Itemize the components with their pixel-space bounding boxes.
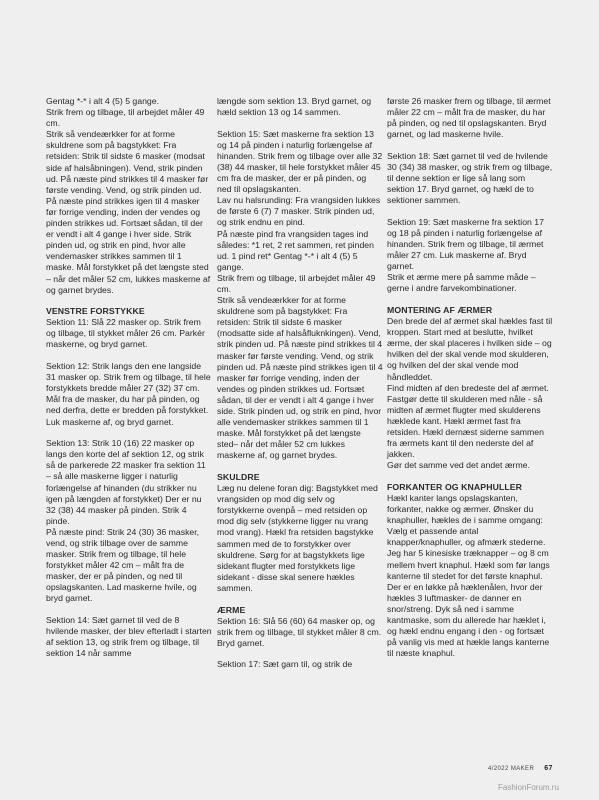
paragraph: første 26 masker frem og tilbage, til ærmet måler 22 cm – målt fra de masker, du har på pinden, og ned til opslagskanten. Bryd garnet, og lad maskerne hvile.	[387, 96, 551, 140]
paragraph: Gentag *-* i alt 4 (5) 5 gange. Strik frem og tilbage, til arbejdet måler 49 cm. Strik så vendeærkker for at forme skuldrene som på bagstykket: Fra retsiden: Strik til sidste 6 masker (modsat side af halsåbningen). Vend, strik pinden ud. På næste pind strikkes til 4 masker før første vending. Vend, og strik pinden ud. På næste pind strikkes igen til 4 masker før forrige vending, inden der vendes og pinden strikkes ud. Fortsæt sådan, til der er vendt i alt 4 gange i hver side. Strik pinden ud, og strik en pind, hvor alle vendemasker strikkes sammen til 1 maske. Mål forstykket på det længste sted – når det måler 52 cm, lukkes maskerne af og garnet brydes.	[46, 96, 211, 295]
section-heading: VENSTRE FORSTYKKE	[46, 306, 145, 317]
paragraph: Sektion 15: Sæt maskerne fra sektion 13 og 14 på pinden i naturlig forlængelse af hinanden. Strik frem og tilbage over alle 32 (38) 44 masker, til hele forstykket måler 45 cm fra de masker, der er på pinden, og ned til opslagskanten. Lav nu halsrunding: Fra vrangsiden lukkes de første 6 (7) 7 masker. Strik pinden ud, og strik endnu en pind. På næste pind fra vrangsiden tages ind således: *1 ret, 2 ret sammen, ret pinden ud. 1 pind ret* Gentag *-* i alt 4 (5) 5 gange. Strik frem og tilbage, til arbejdet måler 49 cm. Strik så vendeærkker for at forme skuldrene som på bagstykket: Fra retsiden: Strik til sidste 6 masker (modsatte side af halsåfluknkingen). Vend, strik pinden ud. På næste pind strikkes til 4 masker før første vending. Vend, og strik pinden ud. På næste pind strikkes igen til 4 masker før forrige vending, inden der vendes og pinden strikkes ud. Fortsæt sådan, til der er vendt i alt 4 gange i hver side. Strik pinden ud, og strik en pind, hvor alle vendemasker strikkes sammen til 1 maske. Mål forstykket på det længste sted– når det måler 52 cm lukkes maskerne af, og garnet brydes.	[217, 128, 383, 461]
paragraph: Hækl kanter langs opslagskanten, forkanter, nakke og ærmer. Ønsker du knaphuller, hækles de i samme omgang: Vælg et passende antal knapper/knaphuller, og afmærk stederne. Jeg har 5 kinesiske træknapper – og 8 cm mellem hvert knaphul. Hækl som før langs kanterne til stedet for det første knaphul. Der er en løkke på hæklenålen, hvor der hækles 3 luftmasker- de danner en snor/streng. Dyk så ned i samme kantmaske, som du allerede har hæklet i, og hækl endnu engang i den - og fortsæt på vanlig vis med at hækle langs kanterne til næste knaphul.	[387, 493, 550, 659]
paragraph: Sektion 13: Strik 10 (16) 22 masker op langs den korte del af sektion 12, og strik så de parkerede 22 masker fra sektion 11 – så alle maskerne ligger i naturlig forlængelse af hinanden (du strikker nu igen på længden af forstykket) Der er nu 32 (38) 44 masker på pinden. Strik 4 pinde. På næste pind: Strik 24 (30) 36 masker, vend, og strik tilbage over de samme masker. Strik frem og tilbage, til hele forstykket måler 42 cm – målt fra de masker, der er på pinden, og ned til opslagskanten. Lad maskerne hvile, og bryd garnet.	[46, 438, 206, 604]
paragraph: længde som sektion 13. Bryd garnet, og hæld sektion 13 og 14 sammen.	[217, 96, 372, 118]
section-heading: ÆRME	[217, 604, 246, 615]
paragraph: Den brede del af ærmet skal hækles fast til kroppen. Start med at beslutte, hvilket ærme, der skal placeres i hvilken side – og hvilken del der skal vende mod skulderen, og hvilken del der skal vende mod håndleddet. Find midten af den bredeste del af ærmet. Fastgør dette til skulderen med nåle - så midten af ærmet flugter med skulderens hæklede kant. Hækl ærmet fast fra retsiden. Hækl dernæst siderne sammen fra ærmets kant til den nederste del af jakken. Gør det samme ved det andet ærme.	[387, 316, 553, 471]
paragraph: Sektion 17: Sæt garn til, og strik de	[217, 659, 353, 670]
paragraph: Sektion 16: Slå 56 (60) 64 masker op, og strik frem og tilbage, til stykket måler 8 cm. Bryd garnet.	[217, 615, 382, 648]
paragraph: Læg nu delene foran dig: Bagstykket med vrangsiden op mod dig selv og forstykkerne ovenpå – med retsiden op mod dig selv (stykkerne ligger nu vrang mod vrang). Hækl fra retsiden bagstykke sammen med de to forstykker over skuldrene. Sørg for at bagstykkets lige sidekant flugter med forstykkets lige sidekant - disse skal senere hækles sammen.	[217, 483, 378, 593]
text-column-left	[46, 96, 212, 670]
text-column-right	[387, 96, 553, 670]
magazine-name: MAKER	[510, 766, 535, 772]
watermark-text: FashionForum.ru	[498, 783, 559, 792]
paragraph: Sektion 12: Strik langs den ene langside 31 masker op. Strik frem og tilbage, til hele forstykkets bredde måler 27 (32) 37 cm. Mål fra de masker, du har på pinden, og ned derfra, dette er bredden på forstykket. Luk maskerne af, og bryd garnet.	[46, 361, 211, 427]
issue-number: 4/2022	[488, 766, 509, 772]
paragraph: Sektion 19: Sæt maskerne fra sektion 17 og 18 på pinden i naturlig forlængelse af hinanden. Strik frem og tilbage, til ærmet måler 27 cm. Luk maskerne af. Bryd garnet. Strik et ærme mere på samme måde – gerne i andre farvekombinationer.	[387, 216, 544, 294]
paragraph: Sektion 11: Slå 22 masker op. Strik frem og tilbage, til stykket måler 26 cm. Parkér maskerne, og bryd garnet.	[46, 317, 205, 350]
paragraph: Sektion 18: Sæt garnet til ved de hvilende 30 (34) 38 masker, og strik frem og tilbage, til denne sektion er lige så lang som sektion 17. Bryd garnet, og hækl de to sektioner sammen.	[387, 150, 553, 206]
page-number: 67	[544, 765, 553, 772]
section-heading: SKULDRE	[217, 472, 260, 482]
section-heading: MONTERING AF ÆRMER	[387, 305, 493, 315]
paragraph: Sektion 14: Sæt garnet til ved de 8 hvilende masker, der blev efterladt i starten af sektion 13, og strik frem og tilbage, til sektion 14 når samme	[46, 615, 212, 659]
section-heading: FORKANTER OG KNAPHULLER	[387, 481, 523, 492]
text-column-middle	[217, 96, 383, 681]
page-footer	[488, 765, 553, 772]
